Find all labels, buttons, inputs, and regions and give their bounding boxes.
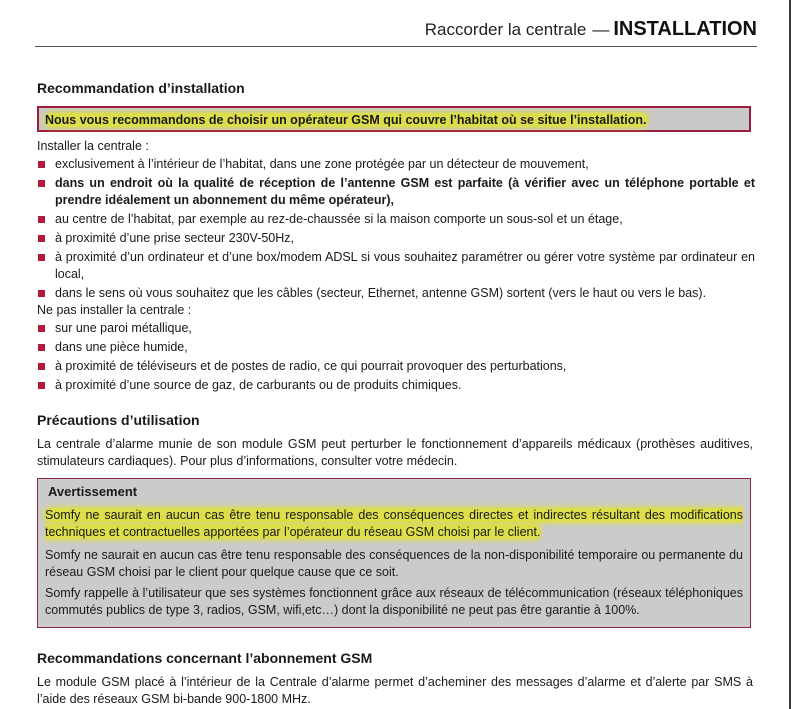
precautions-text: La centrale d’alarme munie de son module GSM peut perturber le fonctionnement d’appareils médicaux (prothèses auditives, stimulateurs cardiaques). Pour plus d’informations, consulter votre médecin. xyxy=(37,437,753,468)
square-bullet-icon xyxy=(38,161,45,168)
header-title: INSTALLATION xyxy=(613,18,757,40)
page-header xyxy=(35,18,757,47)
gsm-subscription-text: Le module GSM placé à l’intérieur de la Centrale d’alarme permet d’acheminer des messages d’alarme et d’alerte par SMS à l’aide des réseaux GSM bi-bande 900-1800 MHz. xyxy=(37,675,753,706)
square-bullet-icon xyxy=(38,180,45,187)
square-bullet-icon xyxy=(38,216,45,223)
square-bullet-icon xyxy=(38,363,45,370)
list-item xyxy=(37,156,755,173)
list-item xyxy=(37,377,755,394)
square-bullet-icon xyxy=(38,290,45,297)
list-item xyxy=(37,285,755,302)
install-recommendation-heading: Recommandation d’installation xyxy=(37,80,245,96)
warning-paragraph-3: Somfy rappelle à l’utilisateur que ses systèmes fonctionnent grâce aux réseaux de télécommunication (réseaux téléphoniques commutés publics de type 3, radios, GSM, wifi,etc…) dont la disponibilité ne peut pas être garantie à 100%. xyxy=(45,586,743,617)
install-intro: Installer la centrale : xyxy=(37,139,149,153)
list-item-text: dans une pièce humide, xyxy=(55,340,188,354)
list-item-text: à proximité d’une prise secteur 230V-50Hz, xyxy=(55,231,295,245)
list-item-text: dans un endroit où la qualité de réception de l’antenne GSM est parfaite (à vérifier avec un téléphone portable et prendre idéalement un abonnement du même opérateur), xyxy=(55,176,755,207)
gsm-subscription-heading: Recommandations concernant l’abonnement GSM xyxy=(37,650,373,666)
noinstall-intro: Ne pas installer la centrale : xyxy=(37,303,192,317)
square-bullet-icon xyxy=(38,382,45,389)
warning-paragraph-2: Somfy ne saurait en aucun cas être tenu responsable des conséquences de la non-disponibilité temporaire ou permanente du réseau GSM choisi par le client pour quelque cause que ce soit. xyxy=(45,548,743,579)
square-bullet-icon xyxy=(38,325,45,332)
install-list xyxy=(37,156,755,304)
list-item xyxy=(37,358,755,375)
square-bullet-icon xyxy=(38,344,45,351)
square-bullet-icon xyxy=(38,235,45,242)
list-item-text: au centre de l’habitat, par exemple au rez-de-chaussée si la maison comporte un sous-sol et un étage, xyxy=(55,212,623,226)
precautions-heading: Précautions d’utilisation xyxy=(37,412,200,428)
square-bullet-icon xyxy=(38,254,45,261)
warning-paragraph-1-text: Somfy ne saurait en aucun cas être tenu responsable des conséquences directes et indirectes résultant des modifications techniques et contractuelles apportées par l’opérateur du réseau GSM choisi par le client. xyxy=(45,508,743,539)
list-item xyxy=(37,339,755,356)
list-item-text: à proximité de téléviseurs et de postes de radio, ce qui pourrait provoquer des perturbations, xyxy=(55,359,567,373)
list-item-text: sur une paroi métallique, xyxy=(55,321,192,335)
list-item-text: exclusivement à l’intérieur de l’habitat, dans une zone protégée par un détecteur de mouvement, xyxy=(55,157,589,171)
list-item xyxy=(37,211,755,228)
noinstall-list xyxy=(37,320,755,396)
warning-title: Avertissement xyxy=(48,484,138,499)
list-item-text: dans le sens où vous souhaitez que les câbles (secteur, Ethernet, antenne GSM) sortent (vers le haut ou vers le bas). xyxy=(55,286,707,300)
page-edge-rule xyxy=(789,0,791,709)
header-subtitle: Raccorder la centrale xyxy=(424,20,587,39)
gsm-operator-notice xyxy=(37,106,751,132)
list-item-text: à proximité d’un ordinateur et d’une box/modem ADSL si vous souhaitez paramétrer ou gérer votre système par ordinateur en local, xyxy=(55,250,755,281)
list-item-text: à proximité d’une source de gaz, de carburants ou de produits chimiques. xyxy=(55,378,462,392)
list-item xyxy=(37,230,755,247)
warning-box xyxy=(37,478,751,628)
list-item xyxy=(37,249,755,283)
header-dash: — xyxy=(592,20,610,39)
list-item xyxy=(37,175,755,209)
notice-text: Nous vous recommandons de choisir un opérateur GSM qui couvre l’habitat où se situe l’installation. xyxy=(45,113,647,127)
warning-paragraph-1 xyxy=(45,507,743,541)
list-item xyxy=(37,320,755,337)
